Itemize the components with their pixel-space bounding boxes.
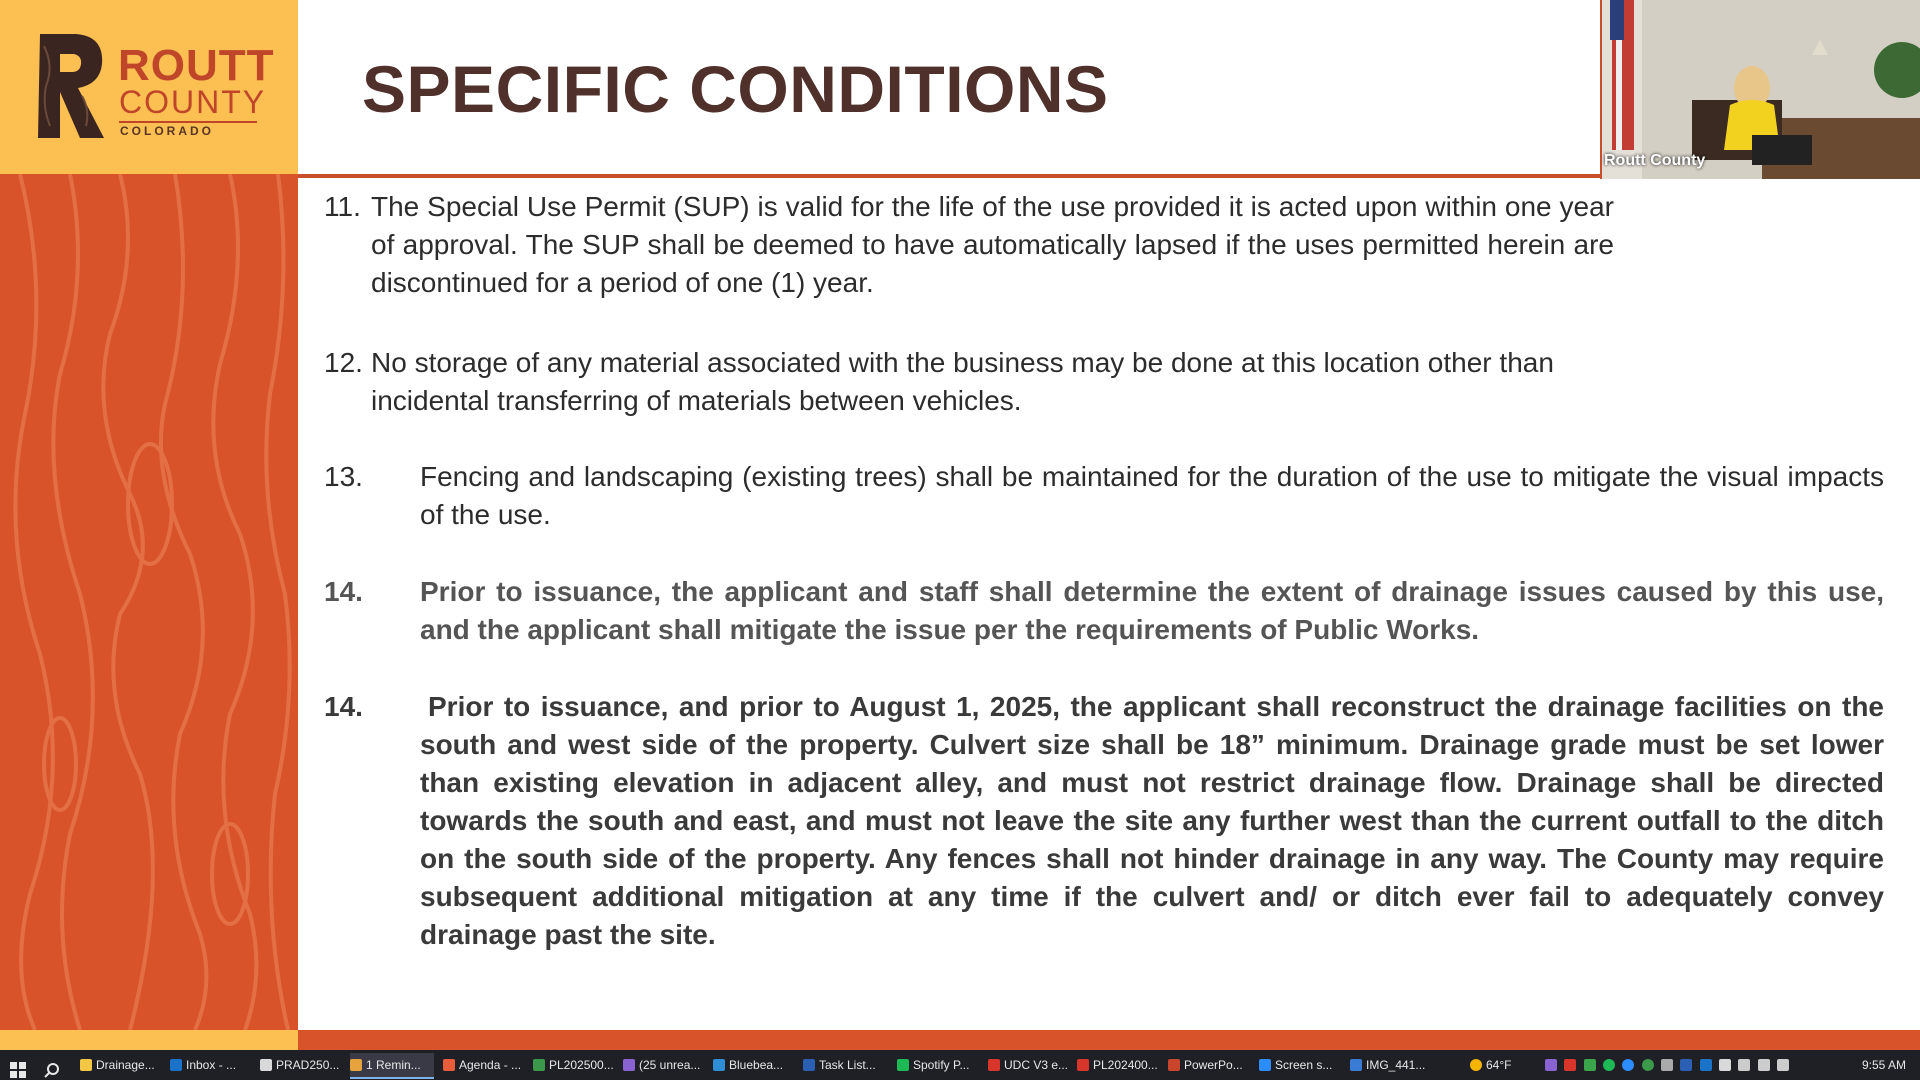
teams-icon (623, 1059, 635, 1071)
condition-text: Prior to issuance, and prior to August 1, 2025, the applicant shall reconstruct the drainage facilities on the south and west side of the property. Culvert size shall be 18” minimum. Drainage grade must be set lower than existing elevation in adjacent alley, and must not restrict drainage flow. Drainage shall be directed towards the south and east, and must not leave the site any further west than the current outfall to the ditch on the south side of the property. Any fences shall not hinder drainage in any way. The County may require subsequent additional mitigation at any time if the culvert and/ or ditch ever fail to adequately convey drainage past the site. (420, 691, 1884, 950)
weather-temperature: 64°F (1486, 1058, 1512, 1072)
logo-text-county: COUNTY (119, 84, 267, 120)
taskbar-app-label: Task List... (819, 1058, 876, 1072)
taskbar (0, 1050, 1920, 1080)
taskbar-app-label: Spotify P... (913, 1058, 970, 1072)
tray-app-icon[interactable] (1545, 1059, 1557, 1071)
tray-pdf-icon[interactable] (1564, 1059, 1576, 1071)
outlook-icon (170, 1059, 182, 1071)
wood-grain-pattern-icon (0, 174, 298, 1030)
condition-number: 14. (324, 576, 363, 607)
condition-text: Fencing and landscaping (existing trees) shall be maintained for the duration of the use to mitigate the visual impacts of the use. (420, 461, 1884, 530)
taskbar-app-label: 1 Remin... (366, 1058, 421, 1072)
taskbar-clock[interactable]: 9:55 AM (1862, 1058, 1907, 1072)
wood-grain-panel (0, 174, 298, 1030)
zoom-icon (1259, 1059, 1271, 1071)
taskbar-app-label: PL202400... (1093, 1058, 1158, 1072)
condition-number: 11. (324, 191, 361, 222)
taskbar-app-label: Drainage... (96, 1058, 155, 1072)
tray-shield-icon[interactable] (1584, 1059, 1596, 1071)
tray-outlook-icon[interactable] (1700, 1059, 1712, 1071)
tray-info-icon[interactable] (1680, 1059, 1692, 1071)
powerpoint-icon (1168, 1059, 1180, 1071)
taskbar-app-button[interactable] (1077, 1053, 1161, 1077)
taskbar-app-button[interactable] (350, 1053, 434, 1079)
taskbar-app-button[interactable] (80, 1053, 164, 1077)
weather-icon (1470, 1059, 1482, 1071)
condition-number: 14. (324, 691, 363, 722)
tray-chrome-icon[interactable] (1642, 1059, 1654, 1071)
taskbar-app-label: Screen s... (1275, 1058, 1333, 1072)
chrome-icon (533, 1059, 545, 1071)
taskbar-app-button[interactable] (1168, 1053, 1252, 1077)
taskbar-app-button[interactable] (1350, 1053, 1434, 1077)
photo-icon (1350, 1059, 1362, 1071)
spotify-icon (897, 1059, 909, 1071)
tray-zoom-icon[interactable] (1622, 1059, 1634, 1071)
bell-icon (350, 1059, 362, 1071)
routt-county-logo-mark-icon (34, 26, 108, 144)
word-icon (803, 1059, 815, 1071)
tray-battery-icon[interactable] (1777, 1059, 1789, 1071)
taskbar-app-button[interactable] (443, 1053, 527, 1077)
taskbar-app-button[interactable] (713, 1053, 797, 1077)
search-icon[interactable] (44, 1058, 60, 1082)
taskbar-app-button[interactable] (1259, 1053, 1343, 1077)
condition-text: No storage of any material associated with the business may be done at this location other than incidental transferring of materials between vehicles. (371, 347, 1554, 416)
mail-icon (260, 1059, 272, 1071)
logo-panel (0, 0, 298, 174)
taskbar-app-label: IMG_441... (1366, 1058, 1426, 1072)
condition-text: The Special Use Permit (SUP) is valid for the life of the use provided it is acted upon within one year of approval. The SUP shall be deemed to have automatically lapsed if the uses permitted herein are discontinued for a period of one (1) year. (371, 191, 1614, 298)
taskbar-app-label: PRAD250... (276, 1058, 340, 1072)
webcam-participant-label: Routt County (1604, 152, 1706, 169)
taskbar-app-button[interactable] (260, 1053, 344, 1077)
condition-number: 12. (324, 347, 363, 378)
tray-mail-icon[interactable] (1719, 1059, 1731, 1071)
taskbar-app-button[interactable] (533, 1053, 617, 1077)
taskbar-app-label: Agenda - ... (459, 1058, 522, 1072)
taskbar-app-button[interactable] (623, 1053, 707, 1077)
taskbar-app-button[interactable] (988, 1053, 1072, 1077)
edge-icon (713, 1059, 725, 1071)
folder-icon (80, 1059, 92, 1071)
logo-text-routt: ROUTT (118, 41, 275, 90)
logo-text-colorado: COLORADO (120, 124, 214, 138)
tray-network-icon[interactable] (1738, 1059, 1750, 1071)
taskbar-app-label: Inbox - ... (186, 1058, 237, 1072)
taskbar-app-button[interactable] (803, 1053, 887, 1077)
taskbar-app-button[interactable] (170, 1053, 254, 1077)
agenda-icon (443, 1059, 455, 1071)
taskbar-app-label: PowerPo... (1184, 1058, 1243, 1072)
taskbar-app-label: Bluebea... (729, 1058, 784, 1072)
windows-start-icon[interactable] (10, 1058, 26, 1082)
logo-divider (119, 121, 257, 123)
condition-text: Prior to issuance, the applicant and staff shall determine the extent of drainage issues caused by this use, and the applicant shall mitigate the issue per the requirements of Public Works. (420, 576, 1884, 645)
tray-spotify-icon[interactable] (1603, 1059, 1615, 1071)
tray-volume-icon[interactable] (1758, 1059, 1770, 1071)
taskbar-app-label: (25 unrea... (639, 1058, 701, 1072)
system-tray-icons[interactable] (1545, 1053, 1845, 1077)
tray-settings-icon[interactable] (1661, 1059, 1673, 1071)
taskbar-app-button[interactable] (897, 1053, 981, 1077)
pdf-icon (1077, 1059, 1089, 1071)
taskbar-app-label: UDC V3 e... (1004, 1058, 1069, 1072)
taskbar-app-label: PL202500... (549, 1058, 614, 1072)
condition-number: 13. (324, 461, 363, 492)
bottom-band (298, 1030, 1920, 1050)
tray-weather[interactable] (1470, 1053, 1542, 1077)
slide-title: SPECIFIC CONDITIONS (362, 52, 1109, 126)
pdf-icon (988, 1059, 1000, 1071)
bottom-band-left (0, 1030, 298, 1050)
